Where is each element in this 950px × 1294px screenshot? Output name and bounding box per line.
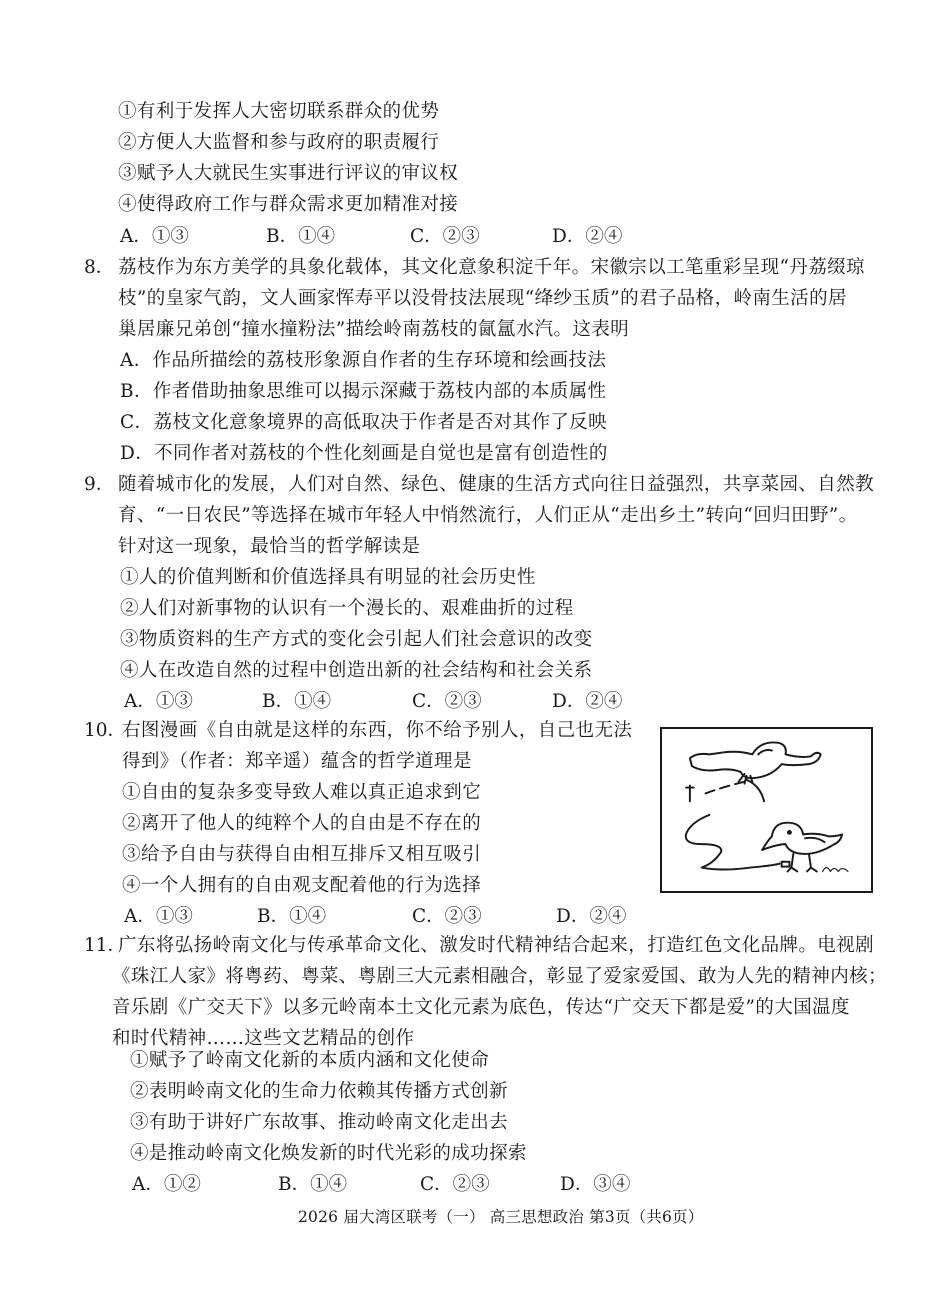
q10-statement-3: ③给予自由与获得自由相互排斥又相互吸引 <box>122 844 482 865</box>
q7-statement-4: ④使得政府工作与群众需求更加精准对接 <box>118 194 459 215</box>
q9-statement-3: ③物质资料的生产方式的变化会引起人们社会意识的改变 <box>120 629 593 650</box>
q7-statement-1: ①有利于发挥人大密切联系群众的优势 <box>118 101 440 122</box>
q7-option-c[interactable]: C．②③ <box>410 226 480 247</box>
q8-stem-line-3: 巢居廉兄弟创“撞水撞粉法”描绘岭南荔枝的氤氲水汽。这表明 <box>118 319 630 340</box>
q10-statement-4: ④一个人拥有的自由观支配着他的行为选择 <box>122 875 482 896</box>
q11-statement-2: ②表明岭南文化的生命力依赖其传播方式创新 <box>130 1081 509 1102</box>
q9-statement-4: ④人在改造自然的过程中创造出新的社会结构和社会关系 <box>120 660 593 681</box>
q11-option-c[interactable]: C．②③ <box>420 1174 490 1195</box>
bird-cartoon-illustration <box>662 729 871 891</box>
q10-option-d[interactable]: D．②④ <box>556 906 627 927</box>
q7-statement-2: ②方便人大监督和参与政府的职责履行 <box>118 132 440 153</box>
q11-stem-line-1: 广东将弘扬岭南文化与传承革命文化、激发时代精神结合起来，打造红色文化品牌。电视剧 <box>118 935 875 956</box>
q9-option-a[interactable]: A．①③ <box>124 691 193 712</box>
page-footer: 2026 届大湾区联考（一） 高三思想政治 第3页（共6页） <box>298 1208 704 1226</box>
q10-stem-line-2: 得到》（作者：郑辛遥）蕴含的哲学道理是 <box>122 751 472 772</box>
q11-option-b[interactable]: B．①④ <box>278 1174 348 1195</box>
q9-statement-2: ②人们对新事物的认识有一个漫长的、艰难曲折的过程 <box>120 598 574 619</box>
q9-statement-1: ①人的价值判断和价值选择具有明显的社会历史性 <box>120 567 536 588</box>
q7-options <box>118 224 638 250</box>
q7-option-d[interactable]: D．②④ <box>552 226 623 247</box>
q9-number: 9． <box>84 474 115 495</box>
q11-number: 11． <box>84 935 127 956</box>
q11-statement-1: ①赋予了岭南文化新的本质内涵和文化使命 <box>130 1050 490 1071</box>
q11-statement-3: ③有助于讲好广东故事、推动岭南文化走出去 <box>130 1112 509 1133</box>
q9-stem-line-3: 针对这一现象，最恰当的哲学解读是 <box>118 536 421 557</box>
q9-option-d[interactable]: D．②④ <box>552 691 623 712</box>
q8-stem-line-2: 枝”的皇家气韵，文人画家恽寿平以没骨技法展现“绛纱玉质”的君子品格，岭南生活的居 <box>118 288 847 309</box>
q7-statement-3: ③赋予人大就民生实事进行评议的审议权 <box>118 163 459 184</box>
q9-options <box>120 689 640 715</box>
q9-stem-line-1: 随着城市化的发展，人们对自然、绿色、健康的生活方式向往日益强烈，共享菜园、自然教 <box>118 474 875 495</box>
q8-number: 8． <box>84 257 115 278</box>
q11-statement-4: ④是推动岭南文化焕发新的时代光彩的成功探索 <box>130 1143 527 1164</box>
q10-statement-1: ①自由的复杂多变导致人难以真正追求到它 <box>122 782 482 803</box>
q11-stem-line-2: 《珠江人家》将粤药、粤菜、粤剧三大元素相融合，彰显了爱家爱国、敢为人先的精神内核； <box>112 966 887 987</box>
q11-option-a[interactable]: A．①② <box>132 1174 201 1195</box>
q10-option-c[interactable]: C．②③ <box>412 906 482 927</box>
q10-options <box>122 904 642 930</box>
q9-option-b[interactable]: B．①④ <box>262 691 332 712</box>
cartoon-figure <box>660 727 873 893</box>
q8-choice-d[interactable]: D．不同作者对荔枝的个性化刻画是自觉也是富有创造性的 <box>120 443 608 464</box>
q11-options <box>130 1172 650 1198</box>
q10-stem-line-1: 右图漫画《自由就是这样的东西，你不给予别人，自己也无法 <box>122 720 633 741</box>
q7-option-a[interactable]: A．①③ <box>120 226 189 247</box>
q11-option-d[interactable]: D．③④ <box>560 1174 631 1195</box>
q8-choice-a[interactable]: A．作品所描绘的荔枝形象源自作者的生存环境和绘画技法 <box>120 350 607 371</box>
q10-number: 10． <box>84 720 127 741</box>
q7-option-b[interactable]: B．①④ <box>266 226 336 247</box>
q8-choice-b[interactable]: B．作者借助抽象思维可以揭示深藏于荔枝内部的本质属性 <box>120 381 607 402</box>
q11-stem-line-3: 音乐剧《广交天下》以多元岭南本土文化元素为底色，传达“广交天下都是爱”的大国温度 <box>112 997 850 1018</box>
q9-stem-line-2: 育、“一日农民”等选择在城市年轻人中悄然流行，人们正从“走出乡土”转向“回归田野”。 <box>118 505 858 526</box>
q10-option-b[interactable]: B．①④ <box>257 906 327 927</box>
q11-stem-line-4: 和时代精神……这些文艺精品的创作 <box>112 1028 415 1049</box>
q10-statement-2: ②离开了他人的纯粹个人的自由是不存在的 <box>122 813 482 834</box>
q8-stem-line-1: 荔枝作为东方美学的具象化载体，其文化意象积淀千年。宋徽宗以工笔重彩呈现“丹荔缀琼 <box>118 257 865 278</box>
q8-choice-c[interactable]: C．荔枝文化意象境界的高低取决于作者是否对其作了反映 <box>120 412 608 433</box>
q10-option-a[interactable]: A．①③ <box>124 906 193 927</box>
q9-option-c[interactable]: C．②③ <box>412 691 482 712</box>
